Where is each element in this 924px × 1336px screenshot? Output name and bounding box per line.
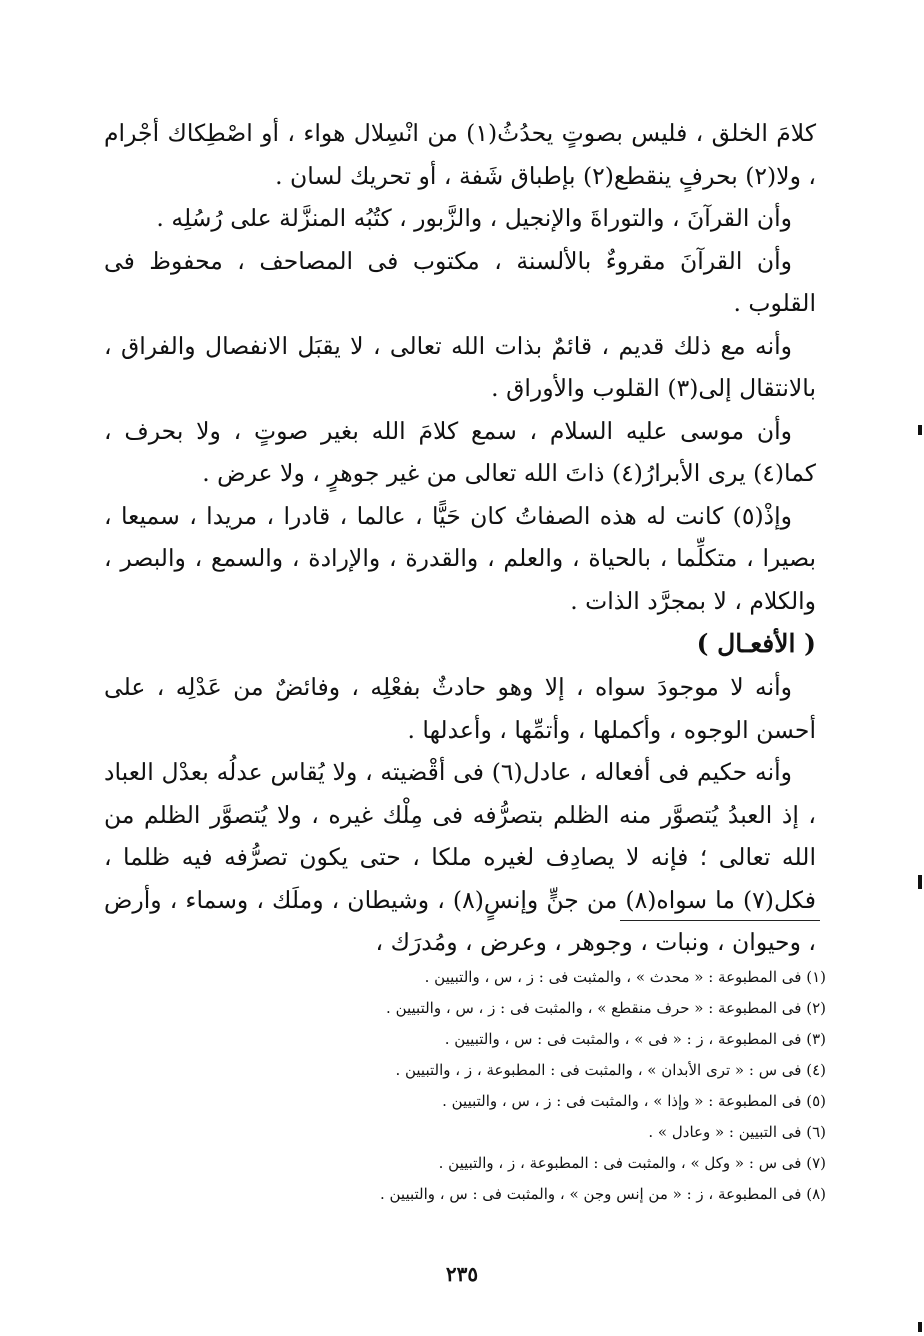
paragraph-5: وأن موسى عليه السلام ، سمع كلامَ الله بغير صوتٍ ، ولا بحرف ، كما(٤) يرى الأبرارُ(٤) ذاتَ الله تعالى من غير جوهرٍ ، ولا عرض . — [104, 416, 816, 487]
footnote-6: (٦) فى التبيين : « وعادل » . — [648, 1123, 826, 1141]
paragraph-4: وأنه مع ذلك قديم ، قائمٌ بذات الله تعالى ، لا يقبَل الانفصال والفراق ، بالانتقال إلى(٣) القلوب والأوراق . — [104, 331, 816, 402]
footnote-1: (١) فى المطبوعة : « محدث » ، والمثبت فى : ز ، س ، والتبيين . — [424, 968, 826, 986]
main-text — [104, 112, 816, 964]
footnotes — [104, 962, 826, 1210]
paragraph-7: وأنه لا موجودَ سواه ، إلا وهو حادثٌ بفعْلِه ، وفائضٌ من عَدْلِه ، على أحسن الوجوه ، وأكملها ، وأتمِّها ، وأعدلها . — [104, 673, 816, 744]
footnote-divider — [620, 920, 820, 921]
scan-edge-mark — [918, 425, 922, 435]
footnote-7: (٧) فى س : « وكل » ، والمثبت فى : المطبوعة ، ز ، والتبيين . — [438, 1154, 826, 1172]
section-heading: ( الأفعـال ) — [696, 629, 816, 658]
footnote-3: (٣) فى المطبوعة ، ز : « فى » ، والمثبت فى : س ، والتبيين . — [444, 1030, 826, 1048]
paragraph-8: وأنه حكيم فى أفعاله ، عادل(٦) فى أقْضيته ، ولا يُقاس عدلُه بعدْل العباد ، إذ العبدُ يُتصوَّر منه الظلم بتصرُّفه فى مِلْك غيره ، ولا يُتصوَّر الظلم من الله تعالى ؛ فإنه لا يصادِف لغيره ملكا ، حتى يكون تصرُّفه فيه ظلما ، فكل(٧) ما سواه(٨) من جنٍّ وإنسٍ(٨) ، وشيطان ، وملَك ، وسماء ، وأرض ، وحيوان ، ونبات ، وجوهر ، وعرض ، ومُدرَك ، — [104, 758, 816, 956]
page-number: ٢٣٥ — [445, 1262, 479, 1286]
paragraph-2: وأن القرآنَ ، والتوراةَ والإنجيل ، والزَّبور ، كتُبُه المنزَّلة على رُسُلِه . — [156, 204, 792, 232]
footnote-4: (٤) فى س : « ترى الأبدان » ، والمثبت فى : المطبوعة ، ز ، والتبيين . — [395, 1061, 826, 1079]
footnote-8: (٨) فى المطبوعة ، ز : « من إنس وجن » ، والمثبت فى : س ، والتبيين . — [379, 1185, 826, 1203]
footnote-5: (٥) فى المطبوعة : « وإذا » ، والمثبت فى : ز ، س ، والتبيين . — [442, 1092, 826, 1110]
scan-edge-mark — [918, 1322, 922, 1332]
scan-edge-mark — [918, 875, 922, 889]
paragraph-6: وإذْ(٥) كانت له هذه الصفاتُ كان حَيًّا ، عالما ، قادرا ، مريدا ، سميعا ، بصيرا ، متكلِّما ، بالحياة ، والعلم ، والقدرة ، والإرادة ، والسمع ، والبصر ، والكلام ، لا بمجرَّد الذات . — [104, 501, 816, 615]
footnote-2: (٢) فى المطبوعة : « حرف منقطع » ، والمثبت فى : ز ، س ، والتبيين . — [386, 999, 826, 1017]
paragraph-1: كلامَ الخلق ، فليس بصوتٍ يحدُثُ(١) من انْسِلال هواء ، أو اصْطِكاك أجْرام ، ولا(٢) بحرفٍ ينقطع(٢) بإطباق شَفة ، أو تحريك لسان . — [104, 119, 817, 190]
paragraph-3: وأن القرآنَ مقروءٌ بالألسنة ، مكتوب فى المصاحف ، محفوظ فى القلوب . — [104, 246, 816, 317]
